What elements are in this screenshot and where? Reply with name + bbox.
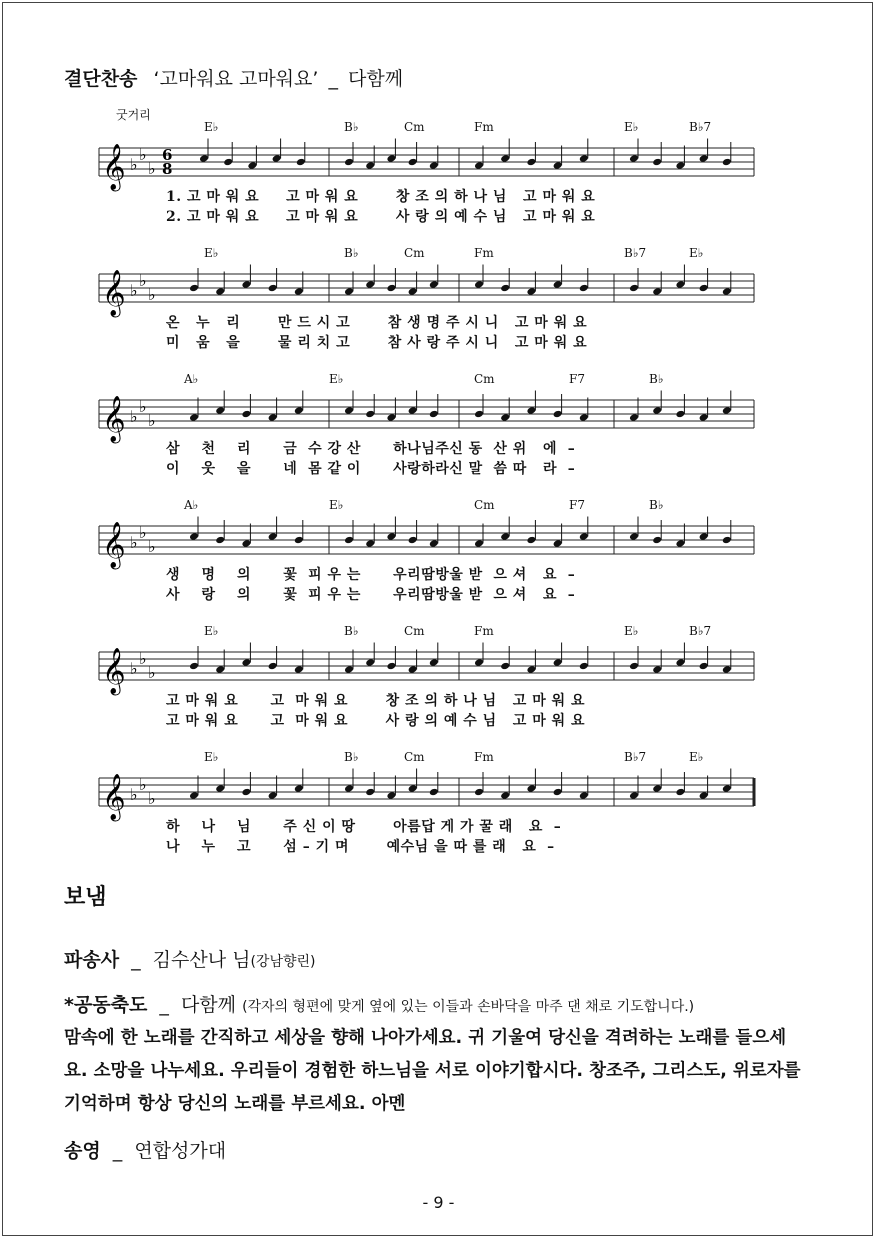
response-value: 연합성가대 [134,1140,227,1162]
chord-symbol: E♭ [689,246,704,260]
svg-text:8: 8 [162,160,173,178]
response-separator: _ [112,1140,123,1162]
response-line [64,1136,226,1163]
chord-symbol: B♭ [344,624,359,638]
svg-text:𝄞: 𝄞 [102,522,126,568]
hymn-label: 결단찬송 [64,68,138,90]
page-number: - 9 - [422,1193,455,1212]
svg-text:♭: ♭ [148,789,156,808]
chord-symbol: Fm [474,750,494,764]
blessing-label: *공동축도 [64,994,148,1016]
music-system [94,498,760,618]
lyric-line: 온 누 리 만 드 시 고 참 생 명 주 시 니 고 마 워 요 [166,315,588,331]
chord-symbol: Fm [474,624,494,638]
svg-text:♭: ♭ [130,659,138,678]
tempo-marking: 굿거리 [116,108,151,122]
lyric-line: 이 웃 을 네 몸 같 이 사랑하라신 말 씀 따 라 – [166,461,576,477]
svg-text:♭: ♭ [148,537,156,556]
sending-note: (강남향린) [250,954,316,970]
svg-text:𝄞: 𝄞 [102,270,126,316]
music-system [94,372,760,492]
chord-symbol: Fm [474,120,494,134]
chord-symbol: B♭7 [624,750,647,764]
blessing-note: (각자의 형편에 맞게 옆에 있는 이들과 손바닥을 마주 댄 채로 기도합니다.) [242,999,695,1015]
music-system [94,246,760,366]
sending-line [64,945,316,972]
svg-text:♭: ♭ [148,411,156,430]
svg-text:𝄞: 𝄞 [102,774,126,820]
chord-symbol: Cm [474,498,495,512]
svg-text:♭: ♭ [148,159,156,178]
chord-symbol: Cm [404,624,425,638]
chord-symbol: B♭ [344,246,359,260]
blessing-mode: 다함께 [180,994,237,1016]
svg-text:♭: ♭ [148,663,156,682]
chord-symbol: B♭7 [689,120,712,134]
svg-text:♭: ♭ [130,281,138,300]
chord-symbol: E♭ [329,498,344,512]
chord-symbol: A♭ [184,498,199,512]
svg-text:𝄞: 𝄞 [102,648,126,694]
lyric-line: 고 마 워 요 고 마 워 요 사 랑 의 예 수 님 고 마 워 요 [166,713,586,729]
chord-symbol: E♭ [204,750,219,764]
chord-symbol: E♭ [624,624,639,638]
chord-symbol: E♭ [204,120,219,134]
blessing-line [64,990,694,1017]
hymn-mode: 다함께 [348,68,404,90]
chord-symbol: Cm [404,120,425,134]
lyric-line: 1. 고 마 워 요 고 마 워 요 창 조 의 하 나 님 고 마 워 요 [166,189,596,205]
chord-symbol: Cm [404,246,425,260]
svg-text:♭: ♭ [130,533,138,552]
sheet-music [94,110,760,860]
lyric-line: 2. 고 마 워 요 고 마 워 요 사 랑 의 예 수 님 고 마 워 요 [166,209,596,225]
hymn-title: ‘고마워요 고마워요’ [153,68,319,90]
chord-symbol: B♭ [344,120,359,134]
benediction-heading: 보냄 [64,885,107,910]
blessing-separator: _ [159,994,169,1016]
lyric-line: 사 랑 의 꽃 피 우 는 우리땀방울 받 으 셔 요 – [166,587,576,603]
staff [94,764,760,824]
response-label: 송영 [64,1140,101,1162]
svg-text:♭: ♭ [130,785,138,804]
chord-symbol: E♭ [624,120,639,134]
staff [94,386,760,446]
svg-text:6: 6 [162,146,173,164]
chord-symbol: E♭ [204,246,219,260]
chord-symbol: Fm [474,246,494,260]
staff [94,638,760,698]
svg-text:♭: ♭ [139,775,147,794]
lyric-line: 나 누 고 섬 – 기 며 예수님 을 따 를 래 요 – [166,839,555,855]
staff [94,512,760,572]
chord-symbol: A♭ [184,372,199,386]
svg-text:𝄞: 𝄞 [102,144,126,190]
sending-separator: _ [131,949,141,971]
svg-text:♭: ♭ [148,285,156,304]
chord-symbol: B♭7 [624,246,647,260]
chord-symbol: F7 [569,372,585,386]
music-system [94,120,760,240]
chord-symbol: Cm [404,750,425,764]
lyric-line: 고 마 워 요 고 마 워 요 창 조 의 하 나 님 고 마 워 요 [166,693,586,709]
svg-text:♭: ♭ [139,523,147,542]
sending-value: 김수산나 님 [152,949,251,971]
staff [94,260,760,320]
chord-symbol: E♭ [689,750,704,764]
blessing-text: 맘속에 한 노래를 간직하고 세상을 향해 나아가세요. 귀 기울여 당신을 격려하는 노래를 들으세요. 소망을 나누세요. 우리들이 경험한 하느님을 서로 이야기합시다. 창조주, 그리스도, 위로자를 기억하며 항상 당신의 노래를 부르세요. 아멘 [64,1028,801,1114]
svg-text:♭: ♭ [130,155,138,174]
chord-symbol: E♭ [204,624,219,638]
staff [94,134,760,194]
lyric-line: 삼 천 리 금 수 강 산 하나님주신 동 산 위 에 – [166,441,576,457]
chord-symbol: B♭ [649,498,664,512]
chord-symbol: F7 [569,498,585,512]
svg-text:𝄞: 𝄞 [102,396,126,442]
music-system [94,624,760,744]
chord-symbol: E♭ [329,372,344,386]
lyric-line: 미 움 을 물 리 치 고 참 사 랑 주 시 니 고 마 워 요 [166,335,588,351]
chord-symbol: B♭ [649,372,664,386]
svg-text:♭: ♭ [139,145,147,164]
svg-text:♭: ♭ [139,271,147,290]
svg-text:♭: ♭ [139,649,147,668]
hymn-separator: _ [328,68,338,90]
chord-symbol: B♭7 [689,624,712,638]
svg-text:♭: ♭ [130,407,138,426]
lyric-line: 하 나 님 주 신 이 땅 아름답 게 가 꿀 래 요 – [166,819,562,835]
svg-text:♭: ♭ [139,397,147,416]
music-system [94,750,760,870]
chord-symbol: B♭ [344,750,359,764]
chord-symbol: Cm [474,372,495,386]
hymn-title-line [64,64,403,91]
sending-label: 파송사 [64,949,120,971]
lyric-line: 생 명 의 꽃 피 우 는 우리땀방울 받 으 셔 요 – [166,567,576,583]
